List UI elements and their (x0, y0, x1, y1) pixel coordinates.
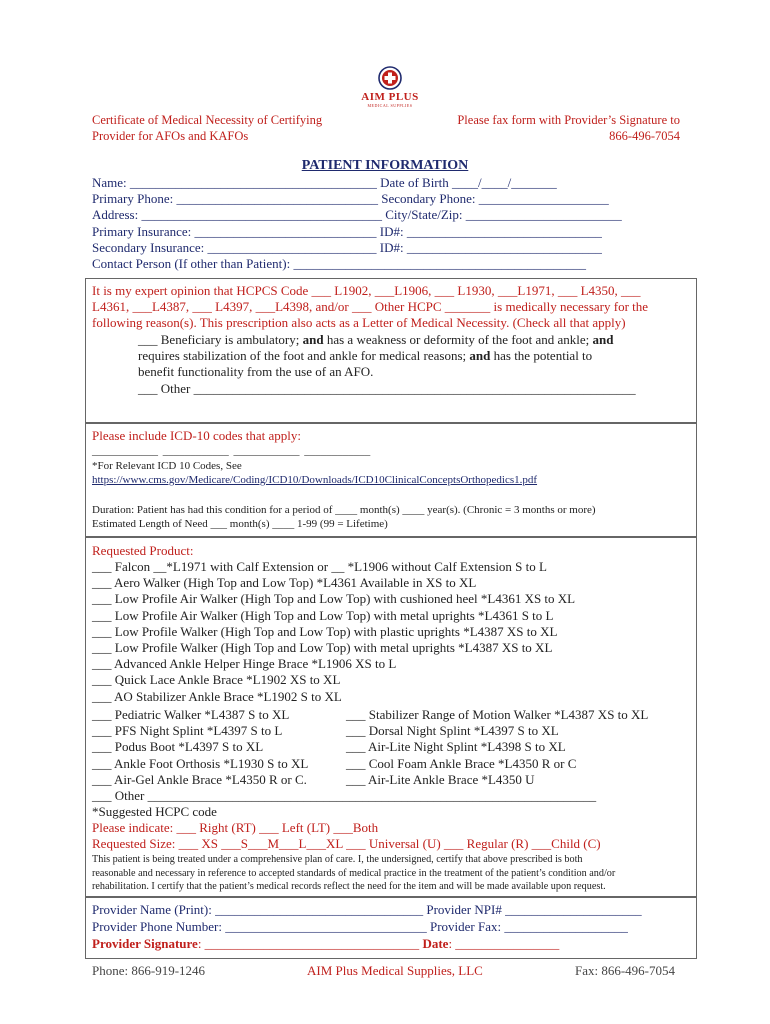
certification-statement (92, 853, 615, 894)
reason-other[interactable]: ___ Other ____________________________________________________________________ (138, 380, 636, 396)
patient-info-fields (92, 175, 622, 272)
cert-line1: This patient is being treated under a comprehensive plan of care. I, the undersigned, certify that above prescribed is both (92, 854, 583, 865)
icd-link[interactable] (92, 474, 537, 487)
fax-instruction-line1: Please fax form with Provider’s Signature to (457, 113, 680, 127)
primary-insurance-line[interactable]: Primary Insurance: ____________________________ ID#: ______________________________ (92, 223, 602, 239)
product-item[interactable]: ___ Air-Lite Ankle Brace *L4350 U (346, 771, 535, 787)
contact-person-line[interactable]: Contact Person (If other than Patient): _____________________________________________ (92, 256, 586, 272)
cert-line3: rehabilitation. I certify that the patient’s medical records reflect the need for the item and will be made available upon request. (92, 881, 606, 892)
date-label: Date (422, 936, 449, 951)
product-other[interactable]: ___ Other _____________________________________________________________________ (92, 788, 597, 803)
fax-number-header: 866-496-7054 (609, 129, 680, 143)
provider-name-npi[interactable]: Provider Name (Print): ________________________________ Provider NPI# _____________________ (92, 902, 642, 917)
provider-signature-line[interactable]: Provider Signature: _________________________________ Date: ________________ (92, 936, 560, 951)
patient-info-heading: PATIENT INFORMATION (301, 158, 469, 173)
product-item[interactable]: ___ Cool Foam Ankle Brace *L4350 R or C (346, 755, 577, 771)
logo-subtitle: MEDICAL SUPPLIES (367, 103, 413, 108)
product-item[interactable]: ___ Stabilizer Range of Motion Walker *L4387 XS to XL (346, 707, 649, 722)
reason-ambulatory[interactable]: ___ Beneficiary is ambulatory; and has a weakness or deformity of the foot and ankle; and (138, 332, 614, 347)
product-right-column (346, 707, 648, 788)
product-item[interactable]: ___ Air-Gel Ankle Brace *L4350 R or C. (92, 771, 307, 787)
form-title-line1: Certificate of Medical Necessity of Certifying (92, 113, 323, 127)
company-logo (360, 66, 420, 108)
medical-necessity-statement (92, 283, 648, 332)
product-item[interactable]: ___ Ankle Foot Orthosis *L1930 S to XL (92, 755, 309, 771)
lmn-line: following reason(s). This prescription also acts as a Letter of Medical Necessity. (Check all that apply) (92, 315, 626, 331)
length-of-need-line[interactable]: Estimated Length of Need ___ month(s) ____ 1-99 (99 = Lifetime) (92, 518, 388, 530)
product-item[interactable]: ___ AO Stabilizer Ankle Brace *L1902 S to XL (92, 688, 342, 704)
product-item[interactable]: ___ PFS Night Splint *L4397 S to L (92, 723, 283, 739)
fax-instruction (457, 112, 680, 144)
cert-line2: reasonable and necessary in reference to accepted standards of medical practice in the treatment of the patient’s condition and/or (92, 867, 616, 879)
cross-emblem-icon (377, 66, 403, 90)
product-item[interactable]: ___ Quick Lace Ankle Brace *L1902 XS to XL (92, 672, 341, 688)
reasons-list (138, 332, 636, 397)
side-selection[interactable]: Please indicate: ___ Right (RT) ___ Left (LT) ___Both (92, 820, 379, 835)
product-item[interactable]: ___ Aero Walker (High Top and Low Top) *L4361 Available in XS to XL (92, 575, 477, 591)
name-dob-line[interactable]: Name: ______________________________________ Date of Birth ____/____/_______ (92, 175, 557, 190)
logo-name: AIM PLUS (361, 91, 419, 103)
reason-functionality: benefit functionality from the use of an AFO. (138, 364, 374, 380)
product-item[interactable]: ___ Dorsal Night Splint *L4397 S to XL (346, 723, 559, 739)
icd-note: *For Relevant ICD 10 Codes, See (92, 460, 242, 472)
size-selection[interactable]: Requested Size: ___ XS ___S___M___L___XL ___ Universal (U) ___ Regular (R) ___Child (C) (92, 836, 601, 851)
product-item[interactable]: ___ Falcon __*L1971 with Calf Extension or __ *L1906 without Calf Extension S to L (92, 559, 547, 574)
duration-line[interactable]: Duration: Patient has had this condition for a period of ____ month(s) ____ year(s). (Chronic = 3 months or more) (92, 504, 596, 516)
product-item[interactable]: ___ Pediatric Walker *L4387 S to XL (92, 707, 290, 722)
product-list (92, 559, 575, 705)
cms-icd10-link[interactable]: https://www.cms.gov/Medicare/Coding/ICD10/Downloads/ICD10ClinicalConceptsOrthopedics1.pdf (92, 474, 538, 486)
requested-product-heading: Requested Product: (92, 543, 194, 558)
address-line[interactable]: Address: _____________________________________ City/State/Zip: ________________________ (92, 207, 622, 223)
footer-fax: Fax: 866-496-7054 (574, 963, 675, 978)
product-item[interactable]: ___ Air-Lite Night Splint *L4398 S to XL (346, 739, 566, 755)
form-title-line2: Provider for AFOs and KAFOs (92, 129, 249, 143)
hcpcs-line2[interactable]: L4361, ___L4387, ___ L4397, ___L4398, and/or ___ Other HCPC _______ is medically necessary for the (92, 299, 649, 315)
product-item[interactable]: ___ Low Profile Walker (High Top and Low Top) with plastic uprights *L4387 XS to XL (92, 623, 558, 639)
product-item[interactable]: ___ Podus Boot *L4397 S to XL (92, 739, 264, 755)
hcpcs-line1[interactable]: It is my expert opinion that HCPCS Code ___ L1902, ___L1906, ___ L1930, ___L1971, ___ L4350, ___ (92, 283, 641, 298)
phone-line[interactable]: Primary Phone: _______________________________ Secondary Phone: ____________________ (92, 191, 609, 207)
signature-label: Provider Signature (92, 936, 198, 951)
product-item[interactable]: ___ Low Profile Air Walker (High Top and Low Top) with cushioned heel *L4361 XS to XL (92, 591, 576, 607)
product-item[interactable]: ___ Low Profile Air Walker (High Top and Low Top) with metal uprights *L4361 S to L (92, 607, 554, 623)
product-item[interactable]: ___ Advanced Ankle Helper Hinge Brace *L1906 XS to L (92, 656, 397, 672)
reason-stabilization: requires stabilization of the foot and ankle for medical reasons; and has the potential to (138, 348, 593, 364)
icd-code-blanks[interactable]: ____________ ____________ ____________ ____________ (92, 445, 371, 457)
secondary-insurance-line[interactable]: Secondary Insurance: __________________________ ID#: ______________________________ (92, 239, 602, 255)
form-title (92, 112, 322, 144)
footer-company: AIM Plus Medical Supplies, LLC (307, 963, 483, 978)
footer-phone: Phone: 866-919-1246 (92, 963, 206, 978)
icd-heading: Please include ICD-10 codes that apply: (92, 428, 302, 443)
product-item[interactable]: ___ Low Profile Walker (High Top and Low Top) with metal uprights *L4387 XS to XL (92, 640, 553, 656)
product-left-column (92, 707, 308, 788)
provider-phone-fax[interactable]: Provider Phone Number: _______________________________ Provider Fax: ___________________ (92, 919, 628, 934)
suggested-hcpc-note: *Suggested HCPC code (92, 804, 217, 819)
